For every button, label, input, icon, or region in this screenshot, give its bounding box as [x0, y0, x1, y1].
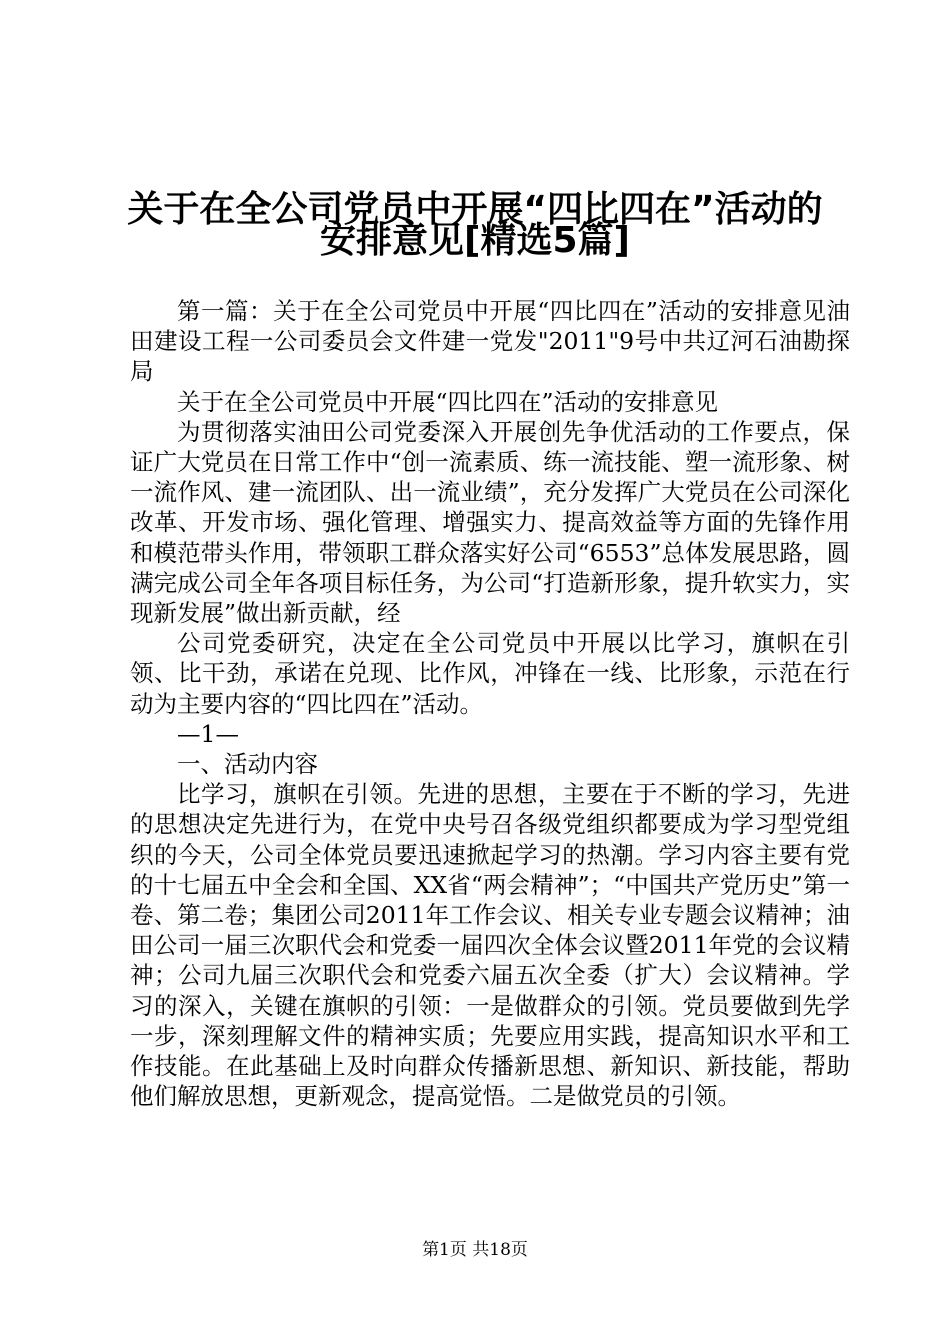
paragraph-purpose: 为贯彻落实油田公司党委深入开展创先争优活动的工作要点，保证广大党员在日常工作中“创一流素质、练一流技能、塑一流形象、树一流作风、建一流团队、出一流业绩”，充分发挥广大党员在公司深化改革、开发市场、强化管理、增强实力、提高效益等方面的先锋作用和模范带头作用，带领职工群众落实好公司“6553”总体发展思路，圆满完成公司全年各项目标任务，为公司“打造新形象，提升软实力，实现新发展”做出新贡献，经 — [130, 417, 850, 628]
paragraph-study: 比学习，旗帜在引领。先进的思想，主要在于不断的学习，先进的思想决定先进行为，在党中央号召各级党组织都要成为学习型党组织的今天，公司全体党员要迅速掀起学习的热潮。学习内容主要有党的十七届五中全会和全国、XX省“两会精神”；“中国共产党历史”第一卷、第二卷；集团公司2011年工作会议、相关专业专题会议精神；油田公司一届三次职代会和党委一届四次全体会议暨2011年党的会议精神；公司九届三次职代会和党委六届五次全委（扩大）会议精神。学习的深入，关键在旗帜的引领：一是做群众的引领。党员要做到先学一步，深刻理解文件的精神实质；先要应用实践，提高知识水平和工作技能。在此基础上及时向群众传播新思想、新知识、新技能，帮助他们解放思想，更新观念，提高觉悟。二是做党员的引领。 — [130, 780, 850, 1111]
paragraph-decision: 公司党委研究，决定在全公司党员中开展以比学习，旗帜在引领、比干劲，承诺在兑现、比作风，冲锋在一线、比形象，示范在行动为主要内容的“四比四在”活动。 — [130, 629, 850, 718]
document-title-line-2: 安排意见[精选5篇] — [320, 220, 630, 261]
document-title-line-1: 关于在全公司党员中开展“四比四在”活动的 — [127, 189, 823, 230]
paragraph-intro: 第一篇：关于在全公司党员中开展“四比四在”活动的安排意见油田建设工程一公司委员会文件建一党发"2011"9号中共辽河石油勘探局 — [130, 297, 850, 386]
document-body — [130, 296, 850, 1111]
paragraph-subtitle: 关于在全公司党员中开展“四比四在”活动的安排意见 — [177, 387, 719, 416]
section-heading: 一、活动内容 — [177, 750, 318, 779]
page-mark: —1— — [177, 719, 239, 748]
page-footer: 第1页 共18页 — [422, 1240, 528, 1260]
